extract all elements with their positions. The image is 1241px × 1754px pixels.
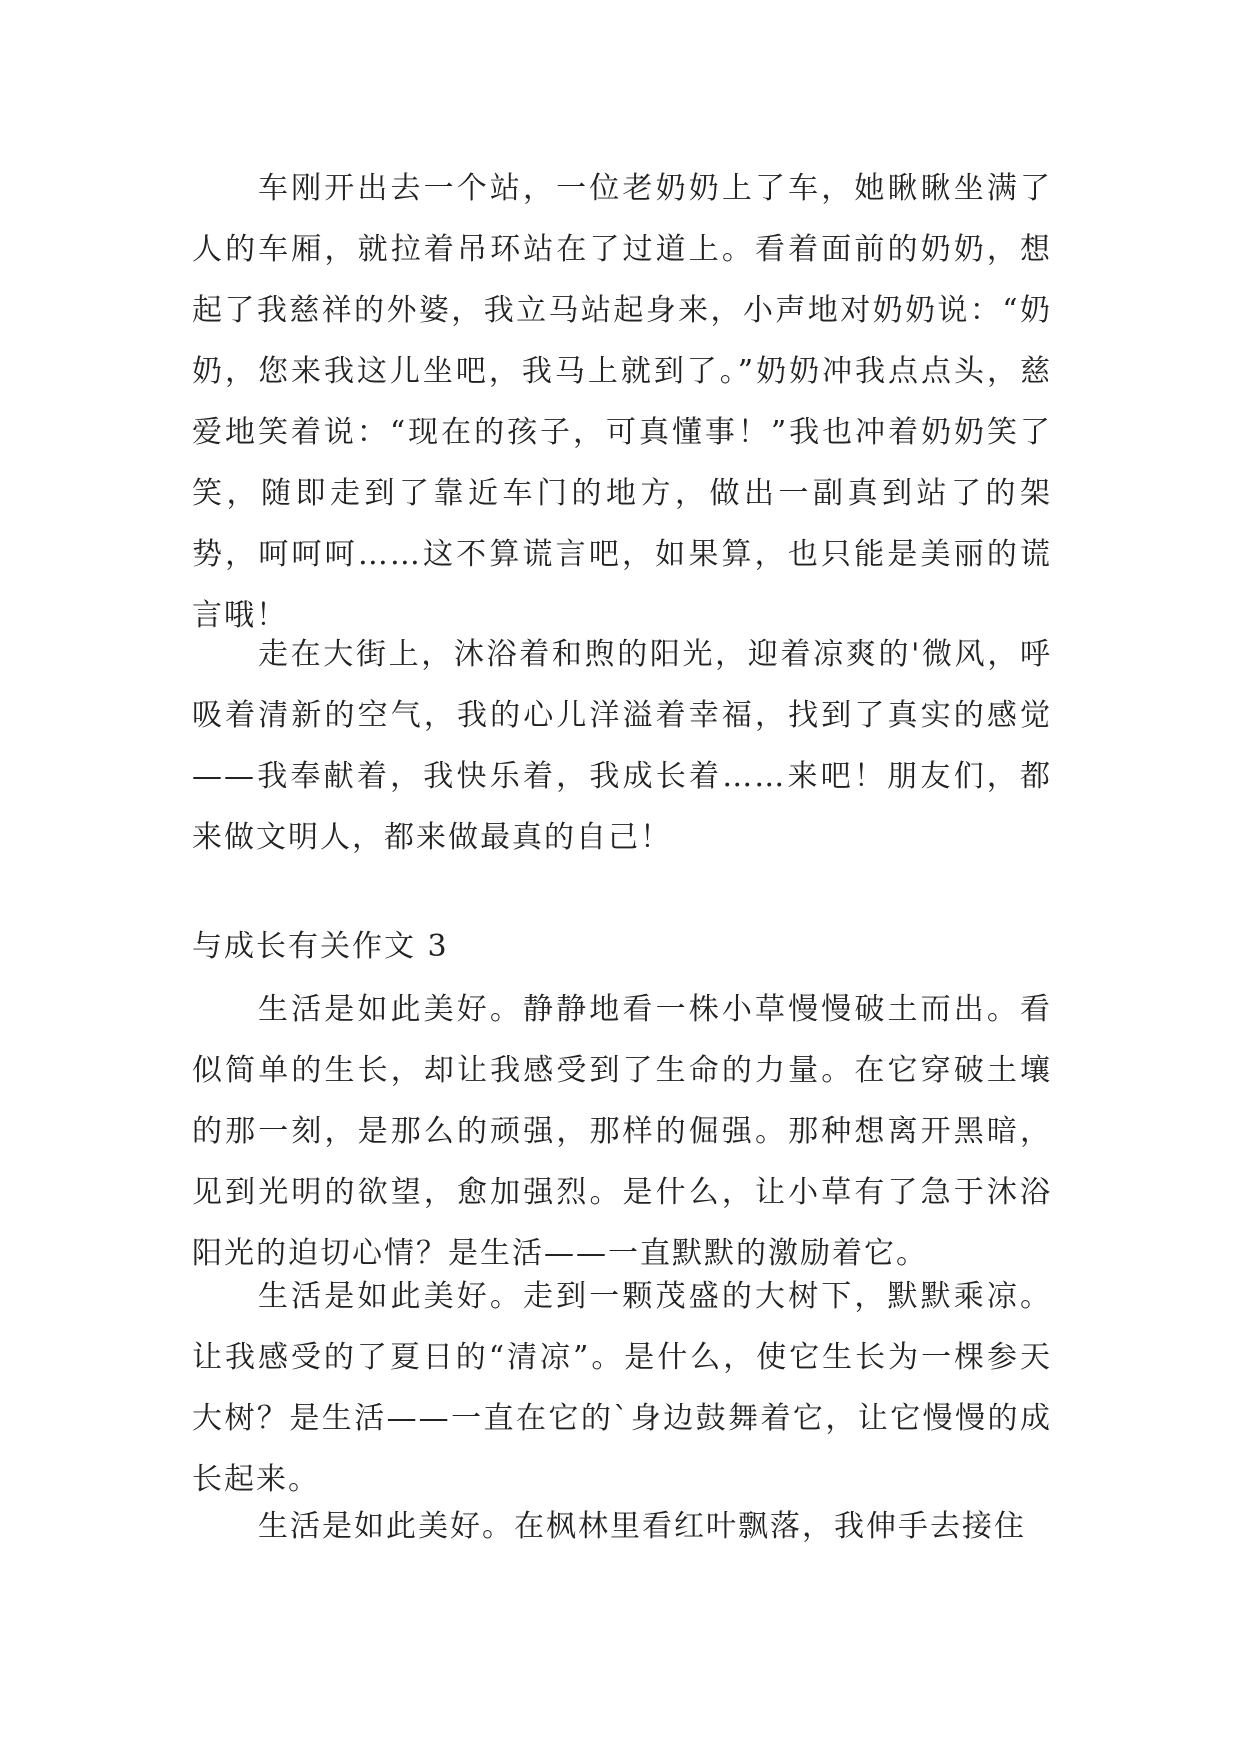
paragraph-text: 走在大街上，沐浴着和煦的阳光，迎着凉爽的'微风，呼吸着清新的空气，我的心儿洋溢着幸福，找到了真实的感觉——我奉献着，我快乐着，我成长着……来吧！朋友们，都来做文明人，都来做最真的自己！ <box>192 637 1052 855</box>
paragraph-text: 生活是如此美好。走到一颗茂盛的大树下，默默乘凉。让我感受的了夏日的“清凉”。是什么，使它生长为一棵参天大树？是生活——一直在它的`身边鼓舞着它，让它慢慢的成长起来。 <box>192 1279 1052 1497</box>
paragraph-tree <box>192 1266 1052 1510</box>
section-title: 与成长有关作文 3 <box>192 929 449 964</box>
paragraph-bus-seat <box>192 158 1052 646</box>
paragraph-text: 车刚开出去一个站，一位老奶奶上了车，她瞅瞅坐满了人的车厢，就拉着吊环站在了过道上。看着面前的奶奶，想起了我慈祥的外婆，我立马站起身来，小声地对奶奶说：“奶奶，您来我这儿坐吧，我马上就到了。”奶奶冲我点点头，慈爱地笑着说：“现在的孩子，可真懂事！”我也冲着奶奶笑了笑，随即走到了靠近车门的地方，做出一副真到站了的架势，呵呵呵……这不算谎言吧，如果算，也只能是美丽的谎言哦！ <box>192 171 1052 633</box>
paragraph-text: 生活是如此美好。在枫林里看红叶飘落，我伸手去接住 <box>258 1509 1026 1544</box>
paragraph-grass <box>192 979 1052 1284</box>
section-heading <box>192 916 1052 977</box>
paragraph-text: 生活是如此美好。静静地看一株小草慢慢破土而出。看似简单的生长，却让我感受到了生命的力量。在它穿破土壤的那一刻，是那么的顽强，那样的倔强。那种想离开黑暗，见到光明的欲望，愈加强烈。是什么，让小草有了急于沐浴阳光的迫切心情？是生活——一直默默的激励着它。 <box>192 992 1052 1271</box>
paragraph-street-walk <box>192 624 1052 868</box>
paragraph-maple <box>192 1496 1052 1557</box>
